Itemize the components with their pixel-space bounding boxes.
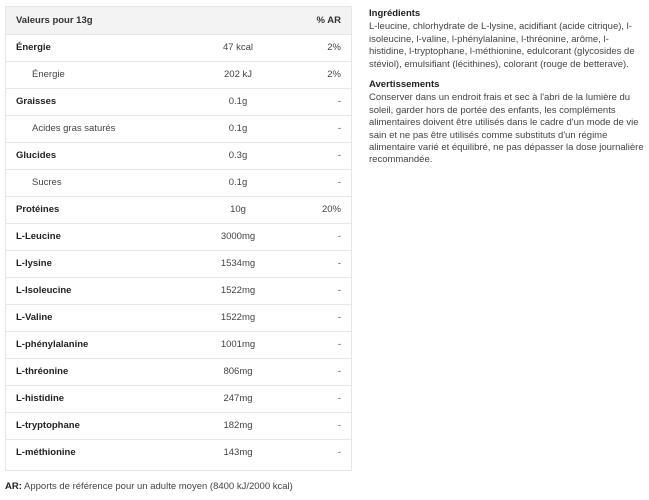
row-ar: - (292, 170, 351, 197)
table-row (6, 116, 351, 143)
table-row (6, 35, 351, 62)
row-ar: 2% (292, 35, 351, 62)
row-name: L-histidine (6, 386, 184, 413)
row-ar: - (337, 447, 341, 458)
ingredients-text: L-leucine, chlorhydrate de L-lysine, acidifiant (acide citrique), l-isoleucine, l-valine, l-phénylalanine, l-thréonine, arôme, l-histidine, l-tryptophane, l-méthionine, edulcorant (glycosides de stéviol), emulsifiant (lécithines), colorant (rouge de betterave). (369, 21, 635, 70)
table-row (6, 170, 351, 197)
row-value: 247mg (184, 386, 292, 413)
reference-text: Apports de référence pour un adulte moyen (8400 kJ/2000 kcal) (24, 481, 293, 492)
table-body (6, 35, 351, 467)
ingredients-title: Ingrédients (369, 8, 421, 19)
table-row (6, 62, 351, 89)
row-value: 0.1g (184, 89, 292, 116)
row-value: 182mg (184, 413, 292, 440)
row-ar: - (292, 224, 351, 251)
table-row (6, 89, 351, 116)
table-row (6, 143, 351, 170)
row-value: 1522mg (184, 305, 292, 332)
table-row (6, 305, 351, 332)
row-name: Énergie (6, 35, 184, 62)
row-value: 202 kJ (184, 62, 292, 89)
table-row (6, 359, 351, 386)
row-ar: - (292, 386, 351, 413)
table-row (6, 197, 351, 224)
row-value: 0.3g (184, 143, 292, 170)
row-value: 806mg (184, 359, 292, 386)
table-row (6, 440, 351, 467)
table-header-row (6, 7, 351, 35)
row-name: L-thréonine (6, 359, 184, 386)
row-name: L-phénylalanine (6, 332, 184, 359)
row-name: Glucides (6, 143, 184, 170)
table-row (6, 224, 351, 251)
header-serving: Valeurs pour 13g (6, 7, 184, 35)
row-name: L-tryptophane (6, 413, 184, 440)
row-ar: 20% (292, 197, 351, 224)
table-row (6, 332, 351, 359)
row-name: L-Leucine (6, 224, 184, 251)
table-row (6, 413, 351, 440)
row-name: Acides gras saturés (6, 116, 184, 143)
row-ar: 2% (292, 62, 351, 89)
reference-label: AR: (5, 481, 22, 492)
warnings-title: Avertissements (369, 79, 440, 91)
row-value: 1001mg (184, 332, 292, 359)
row-value: 10g (184, 197, 292, 224)
row-value: 3000mg (184, 224, 292, 251)
row-ar: - (292, 305, 351, 332)
row-value: 1522mg (184, 278, 292, 305)
row-value: 143mg (223, 447, 253, 458)
table-row (6, 251, 351, 278)
row-ar: - (292, 143, 351, 170)
row-ar: - (292, 89, 351, 116)
row-ar: - (292, 413, 351, 440)
row-value: 1534mg (184, 251, 292, 278)
row-ar: - (292, 251, 351, 278)
header-ar: % AR (292, 7, 351, 35)
nutrition-grid (6, 7, 351, 466)
row-ar: - (292, 278, 351, 305)
table-row (6, 278, 351, 305)
row-name: Sucres (6, 170, 184, 197)
nutrition-table (5, 6, 352, 471)
row-ar: - (292, 116, 351, 143)
row-name: L-méthionine (16, 447, 76, 458)
row-value: 0.1g (184, 116, 292, 143)
warnings-text: Conserver dans un endroit frais et sec à l'abri de la lumière du soleil, garder hors de portée des enfants, les compléments alimentaires doivent être utilisés dans le cadre d'un mode de vie sain et ne pas être utilisés comme substituts d'un régime alimentaire varié et équilibré, ne pas dépasser la dose journalière recommandée. (369, 92, 644, 166)
row-ar: - (292, 359, 351, 386)
row-name: L-Valine (6, 305, 184, 332)
row-name: L-lysine (6, 251, 184, 278)
reference-note (5, 481, 293, 492)
row-value: 0.1g (184, 170, 292, 197)
header-value (184, 7, 292, 35)
row-name: Graisses (6, 89, 184, 116)
table-row (6, 386, 351, 413)
side-info (369, 8, 644, 175)
row-name: Énergie (6, 62, 184, 89)
row-name: L-Isoleucine (6, 278, 184, 305)
row-ar: - (292, 332, 351, 359)
row-value: 47 kcal (184, 35, 292, 62)
row-name: Protéines (6, 197, 184, 224)
